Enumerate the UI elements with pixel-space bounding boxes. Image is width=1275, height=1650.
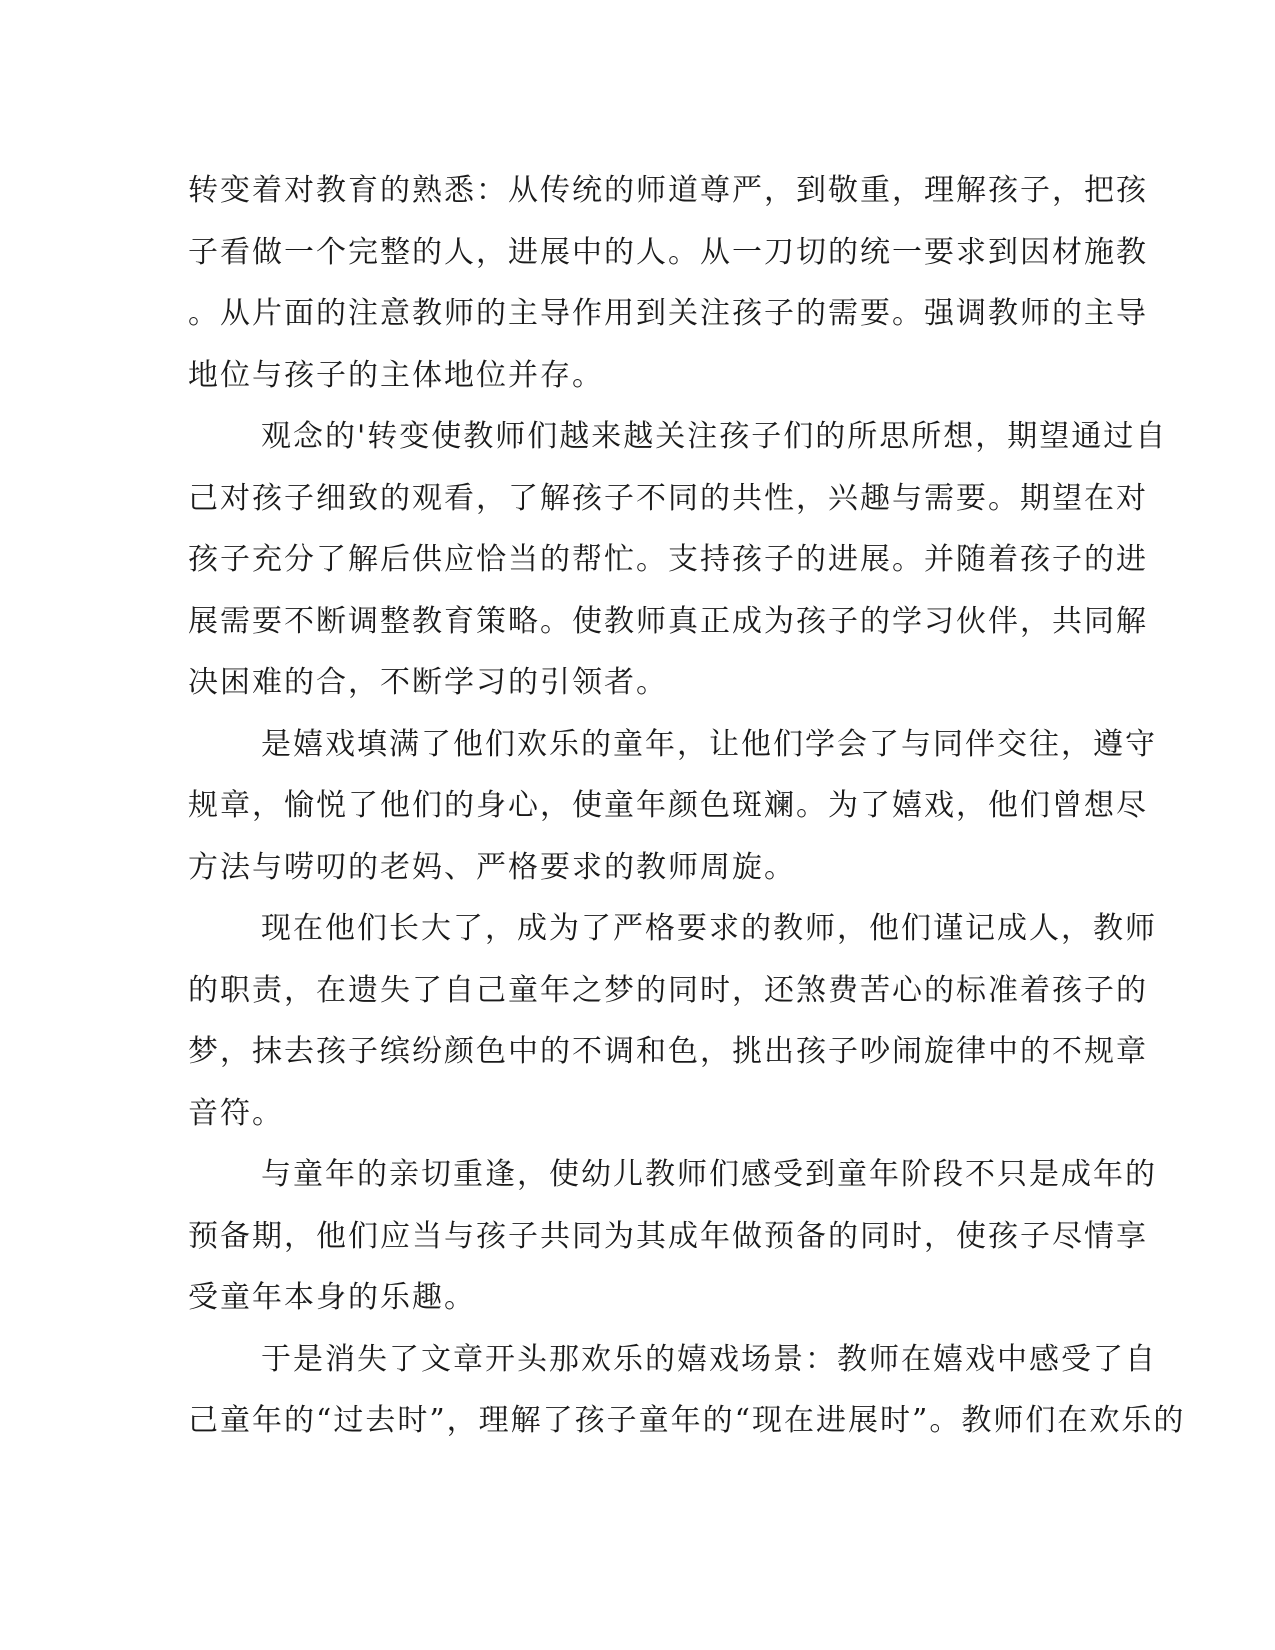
text-line: 方法与唠叨的老妈、严格要求的教师周旋。 <box>188 849 796 885</box>
text-line: 规章，愉悦了他们的身心，使童年颜色斑斓。为了嬉戏，他们曾想尽 <box>188 788 1148 823</box>
text-line: 于是消失了文章开头那欢乐的嬉戏场景：教师在嬉戏中感受了自 <box>261 1341 1157 1377</box>
text-line: 音符。 <box>188 1095 284 1131</box>
text-line: 己对孩子细致的观看，了解孩子不同的共性，兴趣与需要。期望在对 <box>188 480 1148 516</box>
text-line: 观念的'转变使教师们越来越关注孩子们的所思所想，期望通过自 <box>261 419 1168 454</box>
paragraph-2 <box>188 406 1168 714</box>
paragraph-4 <box>188 898 1157 1144</box>
paragraph-1 <box>188 160 1148 406</box>
paragraph-6 <box>188 1329 1186 1452</box>
text-line: 决困难的合，不断学习的引领者。 <box>188 665 668 700</box>
text-line: 孩子充分了解后供应恰当的帮忙。支持孩子的进展。并随着孩子的进 <box>188 542 1148 577</box>
text-line: 己童年的“过去时”，理解了孩子童年的“现在进展时”。教师们在欢乐的 <box>188 1403 1186 1438</box>
text-line: 地位与孩子的主体地位并存。 <box>188 357 604 393</box>
text-line: 受童年本身的乐趣。 <box>188 1280 476 1315</box>
text-line: 的职责，在遗失了自己童年之梦的同时，还煞费苦心的标准着孩子的 <box>188 972 1148 1008</box>
text-line: 现在他们长大了，成为了严格要求的教师，他们谨记成人，教师 <box>261 911 1157 946</box>
text-line: 梦，抹去孩子缤纷颜色中的不调和色，挑出孩子吵闹旋律中的不规章 <box>188 1034 1148 1069</box>
paragraph-3 <box>188 714 1157 899</box>
text-line: 预备期，他们应当与孩子共同为其成年做预备的同时，使孩子尽情享 <box>188 1218 1148 1254</box>
text-line: 。从片面的注意教师的主导作用到关注孩子的需要。强调教师的主导 <box>188 296 1148 331</box>
text-line: 是嬉戏填满了他们欢乐的童年，让他们学会了与同伴交往，遵守 <box>261 726 1157 762</box>
body-text <box>188 160 1186 1452</box>
text-line: 转变着对教育的熟悉：从传统的师道尊严，到敬重，理解孩子，把孩 <box>188 173 1148 208</box>
paragraph-5 <box>188 1144 1157 1329</box>
text-line: 展需要不断调整教育策略。使教师真正成为孩子的学习伙伴，共同解 <box>188 603 1148 639</box>
text-line: 子看做一个完整的人，进展中的人。从一刀切的统一要求到因材施教 <box>188 234 1148 270</box>
text-line: 与童年的亲切重逢，使幼儿教师们感受到童年阶段不只是成年的 <box>261 1157 1157 1192</box>
